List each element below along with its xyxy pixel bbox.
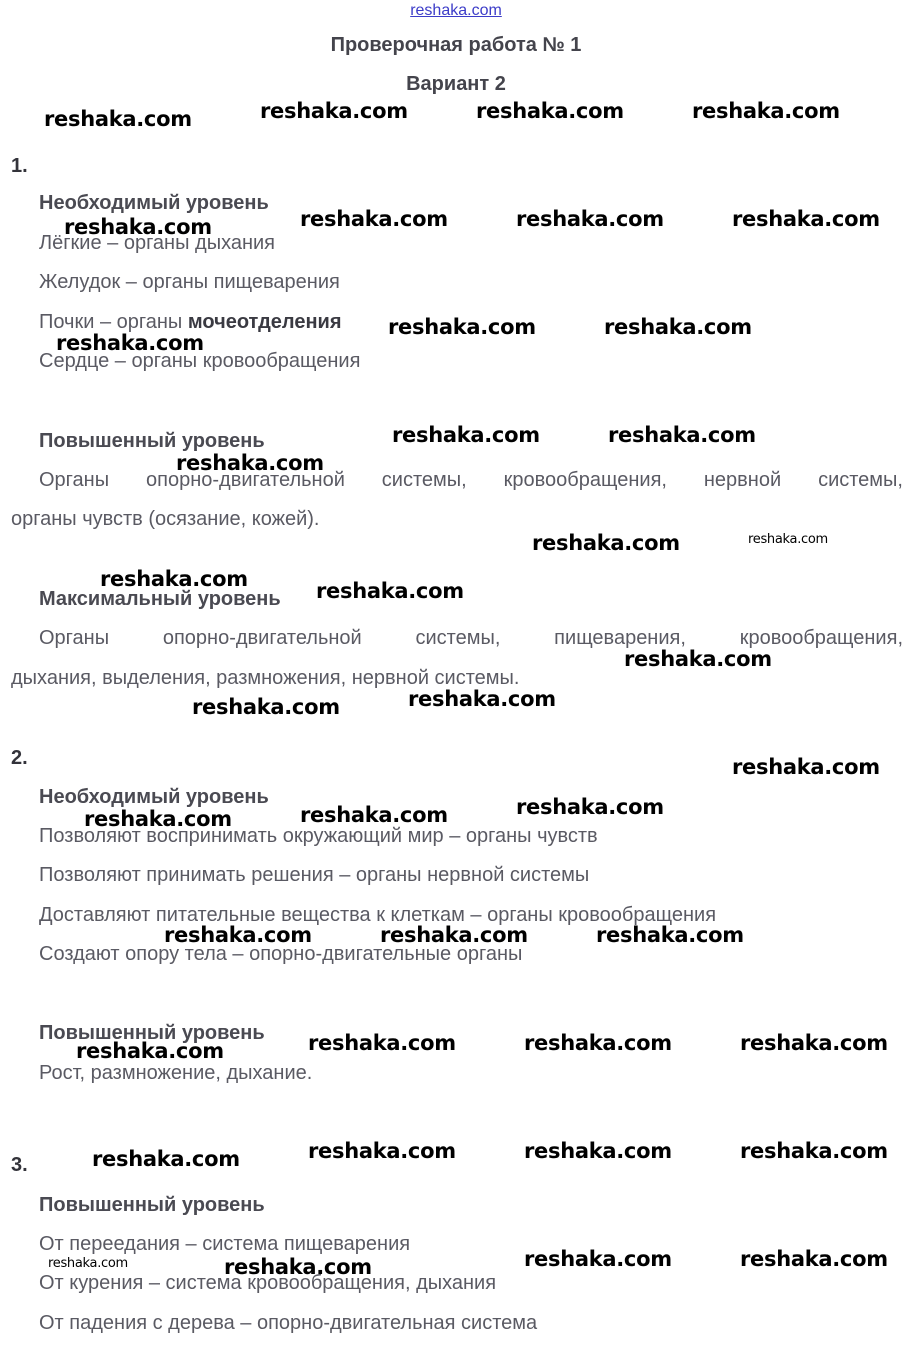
- q1-advanced-line-1: Органы опорно-двигательной системы, кровообращения, нервной системы,: [39, 469, 903, 491]
- watermark: reshaka.com: [76, 1039, 224, 1063]
- watermark: reshaka.com: [164, 923, 312, 947]
- q2-advanced-line: Рост, размножение, дыхание.: [39, 1062, 313, 1084]
- watermark: reshaka.com: [300, 803, 448, 827]
- watermark: reshaka.com: [44, 107, 192, 131]
- q1-advanced-level-heading: Повышенный уровень: [39, 430, 265, 452]
- q1-kidney-prefix: Почки – органы: [39, 311, 188, 333]
- watermark: reshaka.com: [608, 423, 756, 447]
- watermark: reshaka.com: [524, 1247, 672, 1271]
- watermark: reshaka.com: [56, 331, 204, 355]
- watermark: reshaka.com: [388, 315, 536, 339]
- q1-maximum-line-1: Органы опорно-двигательной системы, пищеварения, кровообращения,: [39, 627, 903, 649]
- watermark: reshaka.com: [732, 207, 880, 231]
- q3-answer-line: От переедания – система пищеварения: [39, 1233, 411, 1255]
- q1-required-level-heading: Необходимый уровень: [39, 192, 269, 214]
- q2-answer-line: Создают опору тела – опорно-двигательные органы: [39, 943, 523, 965]
- watermark: reshaka.com: [308, 1031, 456, 1055]
- watermark: reshaka.com: [732, 755, 880, 779]
- watermark: reshaka.com: [92, 1147, 240, 1171]
- watermark: reshaka.com: [604, 315, 752, 339]
- watermark: reshaka.com: [516, 795, 664, 819]
- q2-advanced-level-heading: Повышенный уровень: [39, 1022, 265, 1044]
- watermark: reshaka.com: [408, 687, 556, 711]
- q1-answer-line: Сердце – органы кровообращения: [39, 350, 361, 372]
- site-link[interactable]: reshaka.com: [410, 2, 502, 19]
- watermark: reshaka.com: [476, 99, 624, 123]
- watermark: reshaka.com: [176, 451, 324, 475]
- q2-answer-line: Доставляют питательные вещества к клеткам – органы кровообращения: [39, 904, 717, 926]
- watermark: reshaka.com: [524, 1139, 672, 1163]
- watermark: reshaka.com: [64, 215, 212, 239]
- q1-maximum-level-heading: Максимальный уровень: [39, 588, 281, 610]
- watermark: reshaka.com: [532, 531, 680, 555]
- q1-maximum-line-2: дыхания, выделения, размножения, нервной системы.: [11, 667, 520, 689]
- q2-answer-line: Позволяют воспринимать окружающий мир – органы чувств: [39, 825, 598, 847]
- watermark: reshaka.com: [624, 647, 772, 671]
- watermark: reshaka.com: [392, 423, 540, 447]
- q1-kidney-bold: мочеотделения: [187, 311, 342, 333]
- question-number-1: 1.: [11, 155, 28, 177]
- q3-answer-line: От падения с дерева – опорно-двигательная система: [39, 1312, 538, 1334]
- watermark: reshaka.com: [596, 923, 744, 947]
- watermark: reshaka.com: [740, 1247, 888, 1271]
- q2-answer-line: Позволяют принимать решения – органы нервной системы: [39, 864, 590, 886]
- watermark: reshaka.com: [516, 207, 664, 231]
- watermark: reshaka.com: [380, 923, 528, 947]
- watermark: reshaka.com: [300, 207, 448, 231]
- watermark: reshaka.com: [84, 807, 232, 831]
- question-number-3: 3.: [11, 1154, 28, 1176]
- variant-title: Вариант 2: [406, 73, 506, 95]
- watermark: reshaka.com: [100, 567, 248, 591]
- watermark: reshaka.com: [740, 1031, 888, 1055]
- watermark: reshaka.com: [224, 1255, 372, 1279]
- watermark: reshaka.com: [748, 532, 828, 547]
- watermark: reshaka.com: [308, 1139, 456, 1163]
- question-number-2: 2.: [11, 747, 28, 769]
- watermark: reshaka.com: [192, 695, 340, 719]
- q1-answer-line: Лёгкие – органы дыхания: [39, 232, 276, 254]
- q1-advanced-line-2: органы чувств (осязание, кожей).: [11, 508, 320, 530]
- watermark: reshaka.com: [260, 99, 408, 123]
- q2-required-level-heading: Необходимый уровень: [39, 786, 269, 808]
- q3-answer-line: От курения – система кровообращения, дыхания: [39, 1272, 497, 1294]
- page-title: Проверочная работа № 1: [330, 34, 582, 56]
- q3-advanced-level-heading: Повышенный уровень: [39, 1194, 265, 1216]
- watermark: reshaka.com: [48, 1256, 128, 1271]
- watermark: reshaka.com: [740, 1139, 888, 1163]
- q1-answer-line: Желудок – органы пищеварения: [39, 271, 340, 293]
- watermark: reshaka.com: [692, 99, 840, 123]
- watermark: reshaka.com: [524, 1031, 672, 1055]
- watermark: reshaka.com: [316, 579, 464, 603]
